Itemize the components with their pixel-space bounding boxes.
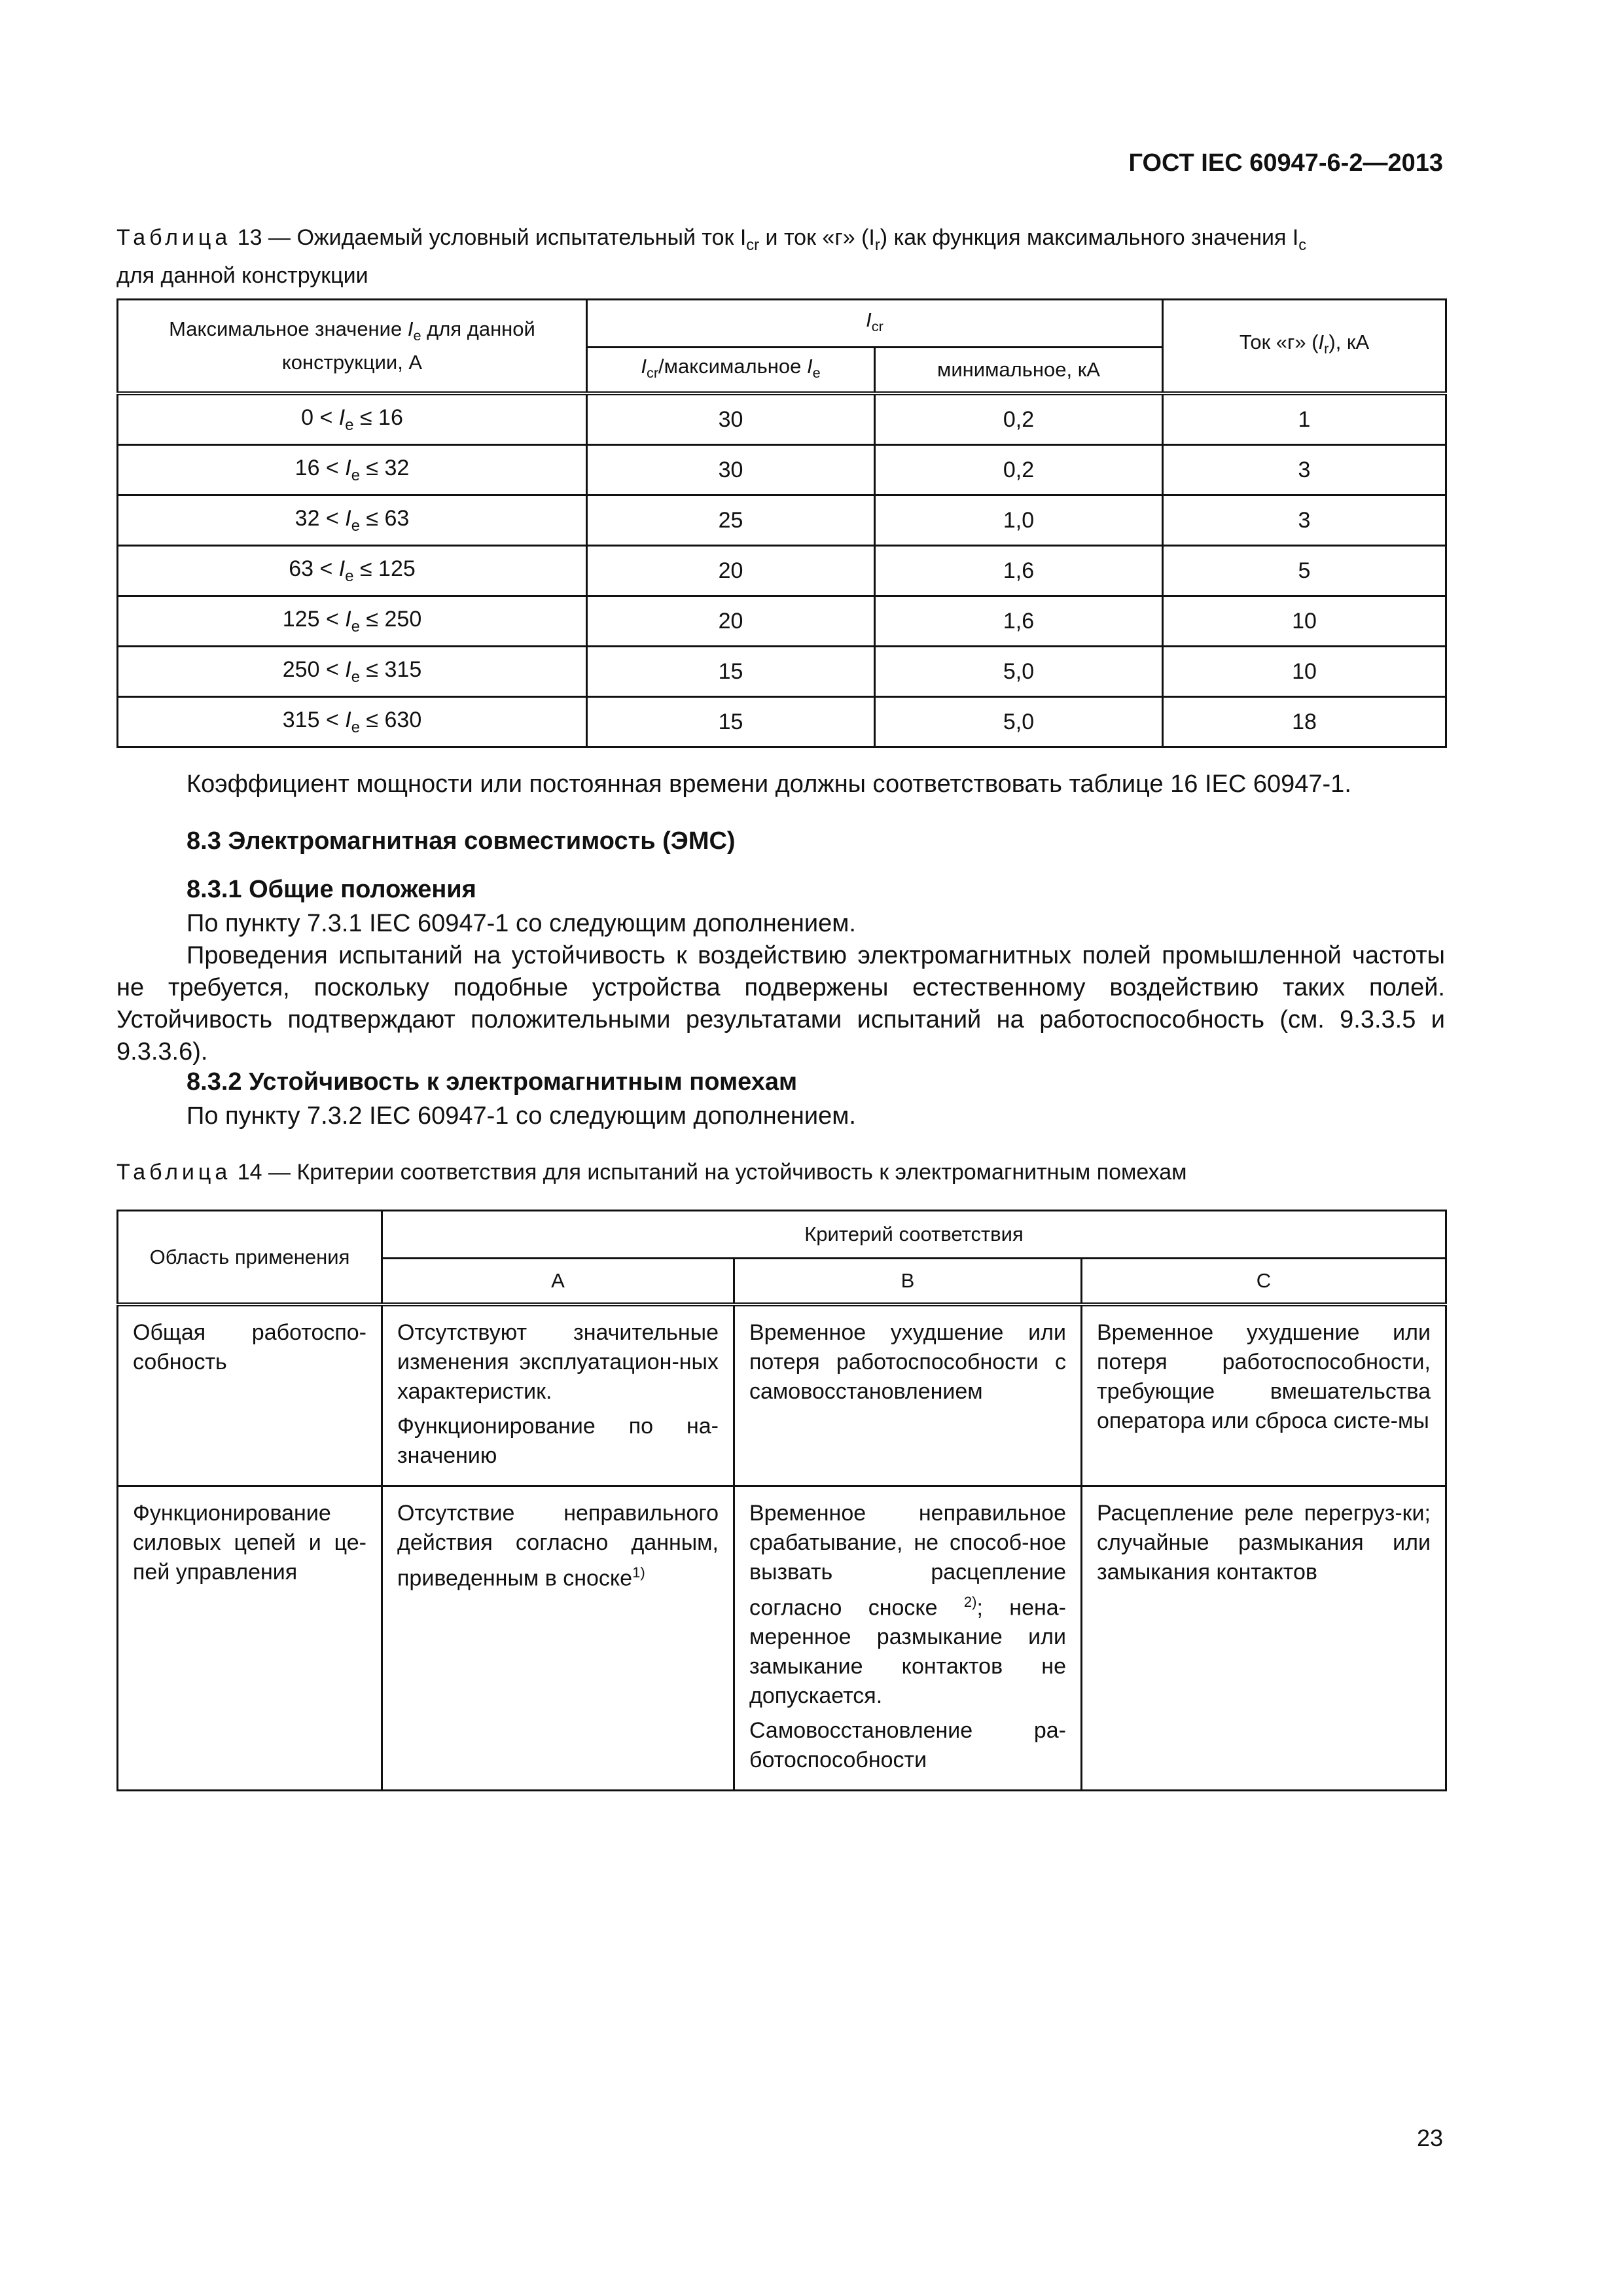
header-text: для данной конструкции, А [281, 317, 535, 374]
range-sub: e [351, 516, 360, 535]
criterion-b-cell [734, 1304, 1082, 1486]
area-cell [118, 1304, 382, 1486]
cell-text: Самовосстановление ра-ботоспособности [749, 1718, 1066, 1773]
range-cell [118, 647, 587, 697]
range-cell [118, 445, 587, 495]
table13-caption-line2: для данной конструкции [116, 262, 368, 288]
header-text: Максимальное значение [169, 317, 408, 341]
col-min-header: минимальное, кА [875, 348, 1163, 394]
range-hi: ≤ 32 [359, 455, 410, 480]
tok-cell: 3 [1163, 445, 1446, 495]
range-var: I [345, 455, 351, 480]
min-cell: 1,6 [875, 596, 1163, 647]
caption-mid: и ток «г» (I [759, 225, 875, 250]
table-row [118, 445, 1446, 495]
range-cell [118, 546, 587, 596]
table14-caption-text: 14 — Критерии соответствия для испытаний на устойчивость к электромагнитным помехам [237, 1160, 1187, 1185]
range-var: I [338, 556, 346, 581]
caption-sub: r [874, 236, 880, 254]
range-sub: e [351, 466, 360, 484]
range-sub: e [351, 617, 360, 636]
min-cell: 0,2 [875, 445, 1163, 495]
header-var: I [806, 354, 813, 378]
footnote-ref: 1) [632, 1564, 645, 1581]
cell-text-part: Отсутствие неправильного действия согласно данным, приведенным в сноске [397, 1501, 719, 1591]
min-cell: 1,0 [875, 495, 1163, 546]
cell-text: Общая работоспо-собность [133, 1320, 366, 1374]
section-8-3-heading: 8.3 Электромагнитная совместимость (ЭМС) [187, 827, 736, 855]
header-sub: cr [871, 318, 883, 335]
cell-text [749, 1499, 1066, 1711]
header-text: /максимальное [658, 354, 807, 378]
paragraph-8-3-2-intro: По пункту 7.3.2 IEC 60947-1 со следующим дополнением. [187, 1102, 856, 1130]
table-row [118, 697, 1446, 747]
range-sub: e [351, 668, 360, 686]
min-cell: 5,0 [875, 697, 1163, 747]
tok-cell: 10 [1163, 596, 1446, 647]
range-var: I [345, 505, 351, 531]
range-hi: ≤ 250 [359, 606, 422, 632]
table14-caption [116, 1157, 1445, 1188]
range-sub: e [351, 718, 360, 736]
caption-end: ) как функция максимального значения I [880, 225, 1299, 250]
range-cell [118, 596, 587, 647]
cell-text: Функционирование по на-значению [397, 1414, 719, 1468]
criterion-b-cell [734, 1486, 1082, 1791]
range-lo: 315 < [282, 707, 346, 732]
header-sub: e [812, 365, 821, 382]
ratio-cell: 25 [587, 495, 875, 546]
table13-caption-label: Таблица [116, 225, 232, 250]
col-ratio-header [587, 348, 875, 394]
document-id: ГОСТ IEC 60947-6-2—2013 [1128, 149, 1443, 177]
ratio-cell: 15 [587, 647, 875, 697]
range-lo: 32 < [294, 505, 346, 531]
table-13 [116, 298, 1447, 748]
cell-text: Отсутствуют значительные изменения эксплуатацион-ных характеристик. [397, 1320, 719, 1404]
criterion-a-cell [382, 1486, 734, 1791]
ratio-cell: 20 [587, 596, 875, 647]
range-var: I [345, 606, 351, 632]
table13-caption [116, 223, 1445, 291]
col-b-header: В [734, 1259, 1082, 1305]
range-hi: ≤ 630 [359, 707, 422, 732]
min-cell: 1,6 [875, 546, 1163, 596]
col-a-header: А [382, 1259, 734, 1305]
table-row [118, 1304, 1446, 1486]
cell-text: Расцепление реле перегруз-ки; случайные размыкания или замыкания контактов [1097, 1501, 1431, 1585]
range-lo: 250 < [282, 656, 346, 682]
table-row [118, 546, 1446, 596]
header-sub: cr [646, 365, 659, 382]
header-var: I [866, 308, 872, 331]
tok-cell: 1 [1163, 393, 1446, 445]
tok-cell: 3 [1163, 495, 1446, 546]
table-14 [116, 1210, 1447, 1791]
caption-sub: cr [746, 236, 760, 254]
ratio-cell: 15 [587, 697, 875, 747]
table-row [118, 596, 1446, 647]
col-tok-r-header [1163, 300, 1446, 394]
header-sub: r [1324, 340, 1329, 357]
table13-caption-text: 13 — Ожидаемый условный испытательный ток I [237, 225, 747, 250]
min-cell: 5,0 [875, 647, 1163, 697]
min-cell: 0,2 [875, 393, 1163, 445]
ratio-cell: 30 [587, 393, 875, 445]
cell-text: Временное ухудшение или потеря работоспособности, требующие вмешательства оператора или сброса систе-мы [1097, 1320, 1431, 1433]
table-row [118, 647, 1446, 697]
range-lo: 16 < [294, 455, 346, 480]
tok-cell: 10 [1163, 647, 1446, 697]
col-max-value-header [118, 300, 587, 394]
col-icr-group-header [587, 300, 1163, 348]
range-cell [118, 393, 587, 445]
range-lo: 63 < [289, 556, 339, 581]
range-hi: ≤ 63 [359, 505, 410, 531]
page-number: 23 [1416, 2125, 1443, 2151]
criterion-c-cell [1082, 1486, 1446, 1791]
range-lo: 0 < [301, 404, 339, 430]
range-hi: ≤ 315 [359, 656, 422, 682]
range-cell [118, 495, 587, 546]
range-lo: 125 < [282, 606, 346, 632]
cell-text: Временное ухудшение или потеря работоспособности с самовосстановлением [749, 1320, 1066, 1404]
caption-sub: c [1298, 236, 1307, 254]
range-var: I [345, 707, 351, 732]
tok-cell: 18 [1163, 697, 1446, 747]
header-var: I [1318, 331, 1325, 354]
paragraph-8-3-1-intro: По пункту 7.3.1 IEC 60947-1 со следующим дополнением. [187, 910, 856, 937]
table-row [118, 495, 1446, 546]
ratio-cell: 30 [587, 445, 875, 495]
ratio-cell: 20 [587, 546, 875, 596]
col-c-header: С [1082, 1259, 1446, 1305]
criterion-a-cell [382, 1304, 734, 1486]
power-factor-paragraph: Коэффициент мощности или постоянная времени должны соответствовать таблице 16 IEC 60947-1. [187, 770, 1351, 798]
tok-cell: 5 [1163, 546, 1446, 596]
cell-text [397, 1499, 719, 1593]
table-row [118, 393, 1446, 445]
range-sub: e [345, 567, 354, 585]
cell-text-part: Временное неправильное срабатывание, не способ-ное вызвать расцепление согласно сноске [749, 1501, 1066, 1621]
section-8-3-1-heading: 8.3.1 Общие положения [187, 876, 476, 903]
range-cell [118, 697, 587, 747]
range-var: I [345, 656, 351, 682]
paragraph-8-3-1-body: Проведения испытаний на устойчивость к воздействию электромагнитных полей промышленной частоты не требуется, поскольку подобные устройства подвержены естественному воздействию таких полей. Устойчивость подтверждают положительными результатами испытаний на работоспособность (см. 9.3.3.5 и 9.3.3.6). [116, 942, 1445, 1066]
col-criteria-header: Критерий соответствия [382, 1211, 1446, 1259]
footnote-ref: 2) [963, 1594, 977, 1610]
range-hi: ≤ 16 [353, 404, 403, 430]
header-text: ), кА [1329, 331, 1370, 354]
area-cell [118, 1486, 382, 1791]
range-var: I [338, 404, 346, 430]
cell-text-part: ; нена-меренное размыкание или замыкание контактов не допускается. [749, 1595, 1066, 1709]
header-sub: e [413, 327, 421, 344]
section-8-3-2-heading: 8.3.2 Устойчивость к электромагнитным помехам [187, 1068, 798, 1096]
range-hi: ≤ 125 [353, 556, 416, 581]
header-var: I [407, 317, 414, 341]
table-row [118, 1486, 1446, 1791]
header-text: Ток «г» ( [1239, 331, 1319, 354]
col-area-header: Область применения [118, 1211, 382, 1305]
criterion-c-cell [1082, 1304, 1446, 1486]
range-sub: e [345, 416, 354, 434]
cell-text: Функционирование силовых цепей и це-пей управления [133, 1501, 366, 1585]
header-var: I [641, 354, 647, 378]
table14-caption-label: Таблица [116, 1160, 232, 1185]
